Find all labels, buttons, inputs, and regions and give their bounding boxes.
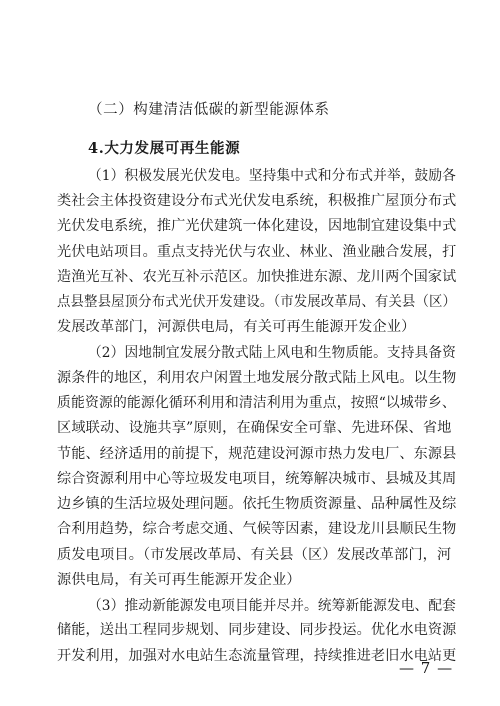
text-line: 区域联动、设施共享”原则，在确保安全可靠、先进环保、省地: [57, 420, 452, 437]
sub-heading: 4.大力发展可再生能源: [88, 140, 241, 157]
text-line: 光伏发电系统，推广光伏建筑一体化建设，因地制宜建设集中式: [57, 218, 457, 235]
text-line: 源供电局，有关可再生能源开发企业）: [57, 571, 301, 588]
text-line: 类社会主体投资建设分布式光伏发电系统，积极推广屋顶分布式: [57, 193, 457, 210]
text-line: （3）推动新能源发电项目能并尽并。统筹新能源发电、配套: [88, 597, 456, 614]
text-line: 开发利用，加强对水电站生态流量管理，持续推进老旧水电站更: [57, 648, 457, 665]
text-line: 造渔光互补、农光互补示范区。加快推进东源、龙川两个国家试: [57, 268, 457, 285]
text-line: 合利用趋势，综合考虑交通、气候等因素，建设龙川县顺民生物: [57, 521, 457, 538]
text-line: 源条件的地区，利用农户闲置土地发展分散式陆上风电。以生物: [57, 369, 457, 386]
text-line: （2）因地制宜发展分散式陆上风电和生物质能。支持具备资: [88, 344, 456, 361]
text-line: 储能，送出工程同步规划、同步建设、同步投运。优化水电资源: [57, 622, 457, 639]
text-line: 综合资源利用中心等垃圾发电项目，统筹解决城市、县城及其周: [57, 470, 457, 487]
text-line: 发展改革部门，河源供电局，有关可再生能源开发企业）: [57, 319, 416, 336]
section-heading: （二）构建清洁低碳的新型能源体系: [88, 102, 330, 118]
text-line: 质发电项目。（市发展改革局、有关县（区）发展改革部门，河: [57, 547, 452, 563]
text-line: 节能、经济适用的前提下，规范建设河源市热力发电厂、东源县: [57, 445, 457, 462]
text-line: （1）积极发展光伏发电。坚持集中式和分布式并举，鼓励各: [88, 167, 456, 184]
text-line: 质能资源的能源化循环利用和清洁利用为重点，按照“以城带乡、: [57, 395, 456, 412]
text-line: 边乡镇的生活垃圾处理问题。依托生物质资源量、品种属性及综: [57, 496, 457, 513]
page-number: — 7 —: [399, 659, 454, 677]
text-line: 点县整县屋顶分布式光伏开发建设。（市发展改革局、有关县（区）: [57, 294, 457, 311]
text-line: 光伏电站项目。重点支持光伏与农业、林业、渔业融合发展，打: [57, 243, 457, 260]
